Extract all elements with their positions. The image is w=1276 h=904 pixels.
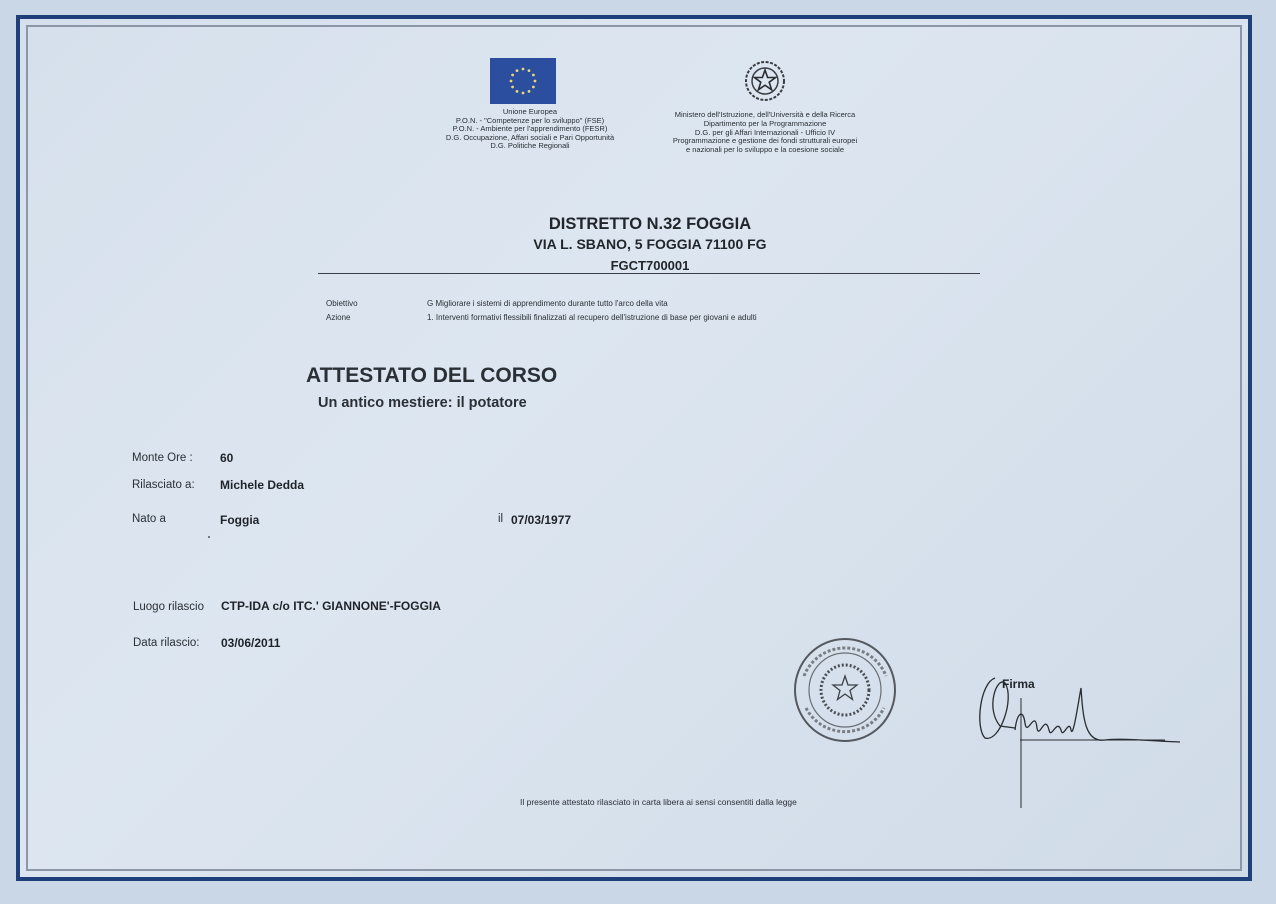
issued-to-value: Michele Dedda: [220, 478, 305, 492]
born-in-label: Nato a: [132, 513, 166, 525]
action-value: 1. Interventi formativi flessibili finalizzati al recupero dell'istruzione di base per giovani e adulti: [427, 313, 757, 322]
issued-to-label: Rilasciato a:: [132, 479, 195, 491]
hours-label: Monte Ore :: [132, 452, 193, 464]
district-code: FGCT700001: [610, 258, 690, 273]
eu-line: P.O.N. - "Competenze per lo sviluppo" (FSE): [455, 115, 605, 125]
signature-label: Firma: [1002, 677, 1035, 691]
born-in-value: Foggia: [220, 513, 260, 527]
header-divider: [318, 273, 980, 274]
eu-line: D.G. Occupazione, Affari sociali e Pari Opportunità: [445, 132, 615, 142]
ministry-line: D.G. per gli Affari Internazionali - Ufficio IV: [694, 127, 836, 137]
italian-republic-emblem-icon: [742, 58, 788, 104]
issue-date-value: 03/06/2011: [221, 636, 281, 650]
ministry-line: Dipartimento per la Programmazione: [703, 118, 827, 128]
issue-place-value: CTP-IDA c/o ITC.' GIANNONE'-FOGGIA: [221, 599, 441, 613]
objective-value: G Migliorare i sistemi di apprendimento durante tutto l'arco della vita: [427, 299, 668, 308]
eu-line: D.G. Politiche Regionali: [490, 141, 570, 151]
eu-flag-icon: [490, 58, 556, 104]
born-on-label: il: [498, 513, 504, 525]
certificate-title: ATTESTATO DEL CORSO: [306, 364, 558, 387]
eu-line: P.O.N. - Ambiente per l'apprendimento (FESR): [452, 124, 608, 134]
issue-place-label: Luogo rilascio: [133, 601, 204, 613]
ministry-text: [640, 111, 890, 155]
ministry-line: Programmazione e gestione dei fondi strutturali europei: [672, 136, 858, 146]
official-stamp-icon: [792, 636, 898, 744]
stray-mark: [208, 536, 210, 538]
born-on-value: 07/03/1977: [511, 513, 572, 527]
hours-value: 60: [220, 451, 234, 465]
course-name: Un antico mestiere: il potatore: [318, 395, 527, 411]
ministry-line: e nazionali per lo sviluppo e la coesione sociale: [685, 145, 845, 155]
eu-line: Unione Europea: [502, 107, 558, 116]
district-address: VIA L. SBANO, 5 FOGGIA 71100 FG: [533, 236, 767, 252]
objective-label: Obiettivo: [326, 299, 358, 308]
action-label: Azione: [326, 313, 351, 322]
district-header: [300, 214, 1000, 276]
district-name: DISTRETTO N.32 FOGGIA: [548, 215, 752, 233]
legal-footer-note: Il presente attestato rilasciato in carta libera ai sensi consentiti dalla legge: [520, 797, 797, 807]
ministry-line: Ministero dell'Istruzione, dell'Università e della Ricerca: [674, 110, 856, 119]
issue-date-label: Data rilascio:: [133, 637, 200, 649]
eu-program-text: [412, 108, 648, 151]
